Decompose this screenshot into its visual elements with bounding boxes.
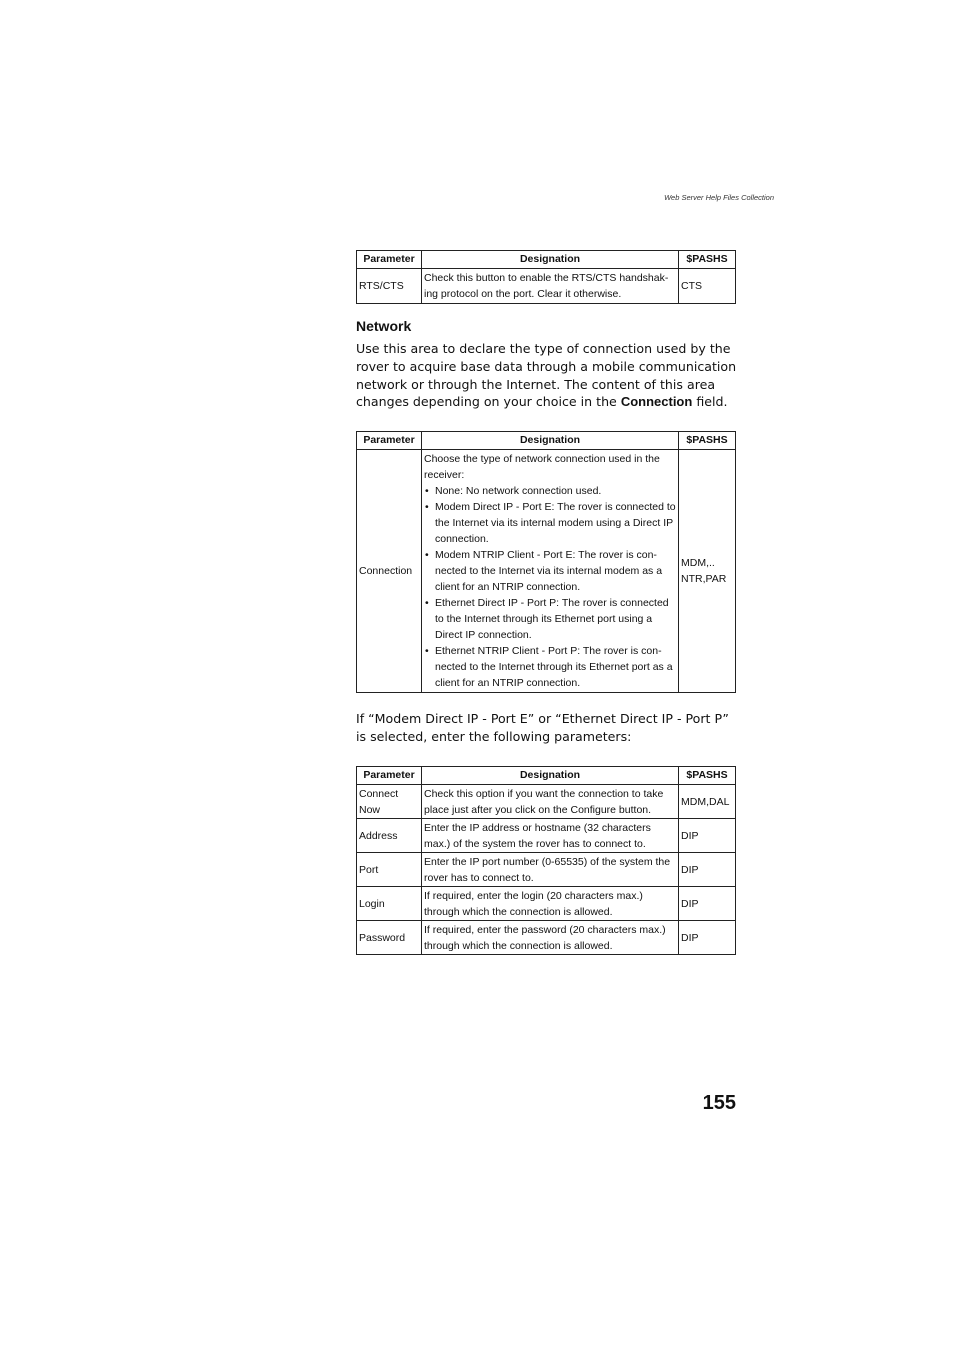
- parameter-line: Connect: [359, 787, 399, 800]
- header-designation: Designation: [422, 767, 679, 785]
- parameter-line: Now: [359, 803, 381, 816]
- header-pashs: $PASHS: [679, 767, 736, 785]
- table-row: [357, 819, 736, 853]
- table-row: [357, 785, 736, 819]
- bullet-line: • Ethernet NTRIP Client - Port P: The rover is con-: [435, 645, 662, 657]
- cell-designation: [422, 785, 679, 819]
- direct-ip-parameters-table: [356, 766, 736, 955]
- cell-pashs: [679, 450, 736, 693]
- table-row: [357, 887, 736, 921]
- header-parameter: Parameter: [357, 432, 422, 450]
- running-header: Web Server Help Files Collection: [664, 193, 774, 202]
- intro-end: field.: [692, 394, 728, 410]
- header-pashs: $PASHS: [679, 432, 736, 450]
- designation-line: rover has to connect to.: [424, 871, 534, 884]
- bullet-line: client for an NTRIP connection.: [435, 581, 581, 593]
- header-parameter: Parameter: [357, 251, 422, 269]
- connection-table: [356, 431, 736, 693]
- table-header-row: [357, 251, 736, 269]
- cell-parameter: [357, 785, 422, 819]
- rts-cts-table: [356, 250, 736, 304]
- designation-line: Choose the type of network connection used in the: [424, 453, 660, 465]
- bullet-line: the Internet via its internal modem using a Direct IP: [435, 517, 674, 529]
- connection-options-list: [424, 483, 676, 691]
- designation-line: max.) of the system the rover has to connect to.: [424, 837, 646, 850]
- cell-designation: [422, 269, 679, 304]
- designation-line: If required, enter the password (20 characters max.): [424, 923, 666, 936]
- cell-pashs: DIP: [679, 853, 736, 887]
- designation-line: Enter the IP address or hostname (32 characters: [424, 821, 651, 834]
- cell-pashs: DIP: [679, 921, 736, 955]
- cell-pashs: MDM,DAL: [679, 785, 736, 819]
- table-header-row: [357, 767, 736, 785]
- bullet-line: • Modem Direct IP - Port E: The rover is connected to: [435, 501, 676, 513]
- designation-line: receiver:: [424, 469, 465, 481]
- intro-text: Use this area to declare the type of connection used by the rover to acquire base data through a mobile communication network or through the Internet. The content of this area changes depending on your choice in the: [356, 341, 737, 410]
- designation-line: through which the connection is allowed.: [424, 939, 613, 952]
- cell-parameter: Connection: [357, 450, 422, 693]
- header-designation: Designation: [422, 432, 679, 450]
- bullet-line: • Ethernet Direct IP - Port P: The rover is connected: [435, 597, 669, 609]
- list-item: [424, 643, 676, 691]
- cell-pashs: CTS: [679, 269, 736, 304]
- list-item: [424, 483, 676, 499]
- table-row: [357, 450, 736, 693]
- cell-parameter: RTS/CTS: [357, 269, 422, 304]
- direct-ip-paragraph: If “Modem Direct IP - Port E” or “Ethernet Direct IP - Port P” is selected, enter the following parameters:: [356, 711, 729, 744]
- cell-designation: [422, 819, 679, 853]
- pashs-line: NTR,PAR: [681, 573, 727, 585]
- table-row: [357, 853, 736, 887]
- designation-line: Check this button to enable the RTS/CTS handshak-: [424, 272, 669, 284]
- cell-designation: [422, 853, 679, 887]
- network-intro-paragraph: [356, 340, 741, 411]
- bullet-line: • Modem NTRIP Client - Port E: The rover is con-: [435, 549, 657, 561]
- cell-parameter: Port: [357, 853, 422, 887]
- list-item: [424, 547, 676, 595]
- table-header-row: [357, 432, 736, 450]
- cell-designation: [422, 887, 679, 921]
- designation-line: Check this option if you want the connection to take: [424, 787, 664, 800]
- intro-bold-connection: Connection: [620, 394, 693, 410]
- bullet-line: Direct IP connection.: [435, 629, 532, 641]
- header-designation: Designation: [422, 251, 679, 269]
- network-heading: Network: [356, 318, 412, 334]
- header-pashs: $PASHS: [679, 251, 736, 269]
- bullet-line: nected to the Internet through its Ethernet port as a: [435, 661, 673, 673]
- designation-line: through which the connection is allowed.: [424, 905, 613, 918]
- cell-designation: [422, 450, 679, 693]
- table-row: [357, 269, 736, 304]
- list-item: [424, 595, 676, 643]
- cell-pashs: DIP: [679, 887, 736, 921]
- cell-parameter: Address: [357, 819, 422, 853]
- page-number: 155: [702, 1092, 736, 1114]
- bullet-line: to the Internet through its Ethernet port using a: [435, 613, 653, 625]
- bullet-line: connection.: [435, 533, 489, 545]
- pashs-line: MDM,..: [681, 557, 715, 569]
- designation-line: If required, enter the login (20 characters max.): [424, 889, 643, 902]
- bullet-line: client for an NTRIP connection.: [435, 677, 581, 689]
- table-row: [357, 921, 736, 955]
- cell-pashs: DIP: [679, 819, 736, 853]
- header-parameter: Parameter: [357, 767, 422, 785]
- designation-line: Enter the IP port number (0-65535) of the system the: [424, 855, 671, 868]
- bullet-line: nected to the Internet via its internal modem as a: [435, 565, 663, 577]
- cell-designation: [422, 921, 679, 955]
- designation-line: place just after you click on the Configure button.: [424, 803, 652, 816]
- bullet-line: • None: No network connection used.: [435, 485, 602, 497]
- list-item: [424, 499, 676, 547]
- cell-parameter: Login: [357, 887, 422, 921]
- cell-parameter: Password: [357, 921, 422, 955]
- designation-line: ing protocol on the port. Clear it otherwise.: [424, 288, 622, 300]
